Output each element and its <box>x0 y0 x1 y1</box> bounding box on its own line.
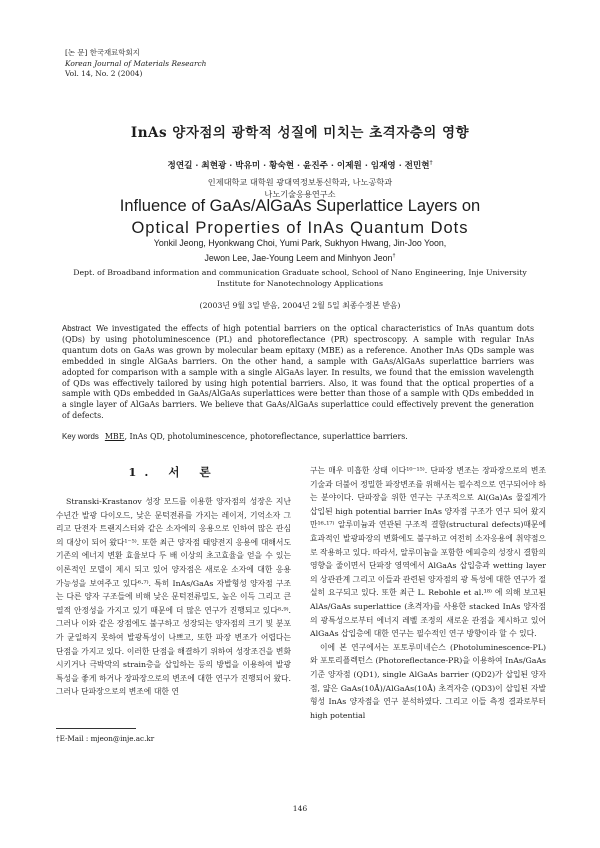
english-authors-line2-wrap <box>0 250 600 264</box>
keyword-first: MBE <box>104 432 125 441</box>
english-authors-line1: Yonkil Jeong, Hyonkwang Choi, Yumi Park, Sukhyon Hwang, Jin-Joo Yoon, <box>153 238 447 248</box>
body-paragraph-right-2: 이에 본 연구에서는 포토루미네슨스 (Photoluminescence-PL)와 포토리플렉턴스 (Photoreflectance-PR)을 이용하여 InAs/GaAs 기준 양자점 (QD1), single AlGaAs barrier (QD2)가 삽입된 양자점, 얇은 GaAs(10Å)/AlGaAs(10Å) 초격자층 (QD3)이 삽입된 자발 형성 InAs 양자점을 연구 분석하였다. 그리고 이들 측정 결과로부터 high potential <box>310 642 546 720</box>
korean-affiliation-line1: 인제대학교 대학원 광대역정보통신학과, 나노공학과 <box>207 177 393 187</box>
footnote-rule <box>56 728 136 729</box>
english-authors-line2: Jewon Lee, Jae-Young Leem and Minhyon Jeon <box>204 252 393 263</box>
journal-header-korean: [논 문] 한국재료학회지 <box>65 48 140 57</box>
korean-authors <box>0 159 600 171</box>
keywords-label: Key words <box>62 432 99 441</box>
abstract-text: We investigated the effects of high potential barriers on the optical characteristics of InAs quantum dots (QDs) by using photoluminescence (PL) and photoreflectance (PR) spectroscopy. A sample with regular InAs quantum dots on GaAs was grown by molecular beam epitaxy (MBE) as a reference. Another InAs QDs sample was embedded in single AlGaAs barriers. On the other hand, a sample with GaAs/AlGaAs superlattice barriers was adopted for comparison with a sample with a single AlGaAs layer. In results, we found that the emission wavelength of QDs was effectively tailored by using high potential barriers. Also, it was found that the optical properties of a sample with QDs embedded in GaAs/AlGaAs superlattices were better than those of a sample with QDs embedded in a single layer of AlGaAs barriers. We believe that GaAs/AlGaAs superlattice could effectively prevent the generation of defects. <box>62 324 534 421</box>
english-affiliation: Dept. of Broadband information and communication Graduate school, School of Nano Engineering, Inje University Institute for Nanotechnology Applications <box>73 268 527 288</box>
body-paragraph-right-1: 구는 매우 미흡한 상태 이다¹⁰⁻¹⁵⁾. 단파장 변조는 장파장으로의 변조기술과 더불어 정밀한 파장변조를 위해서는 필수적으로 연구되어야 하는 분야이다. 단파장을 위한 연구는 구조적으로 Al(Ga)As 물질계가 삽입된 high potential barrier InAs 양자점 구조가 연구 되어 왔지만¹⁶·¹⁷⁾ 알루미늄과 연관된 구조적 결함(structural defects)때문에 효과적인 발광파장의 변화에도 불구하고 여전히 소자응용에 취약점으로 작용하고 있다. 따라서, 알루미늄을 포함한 에피층의 성장시 결함의 영향을 줄이면서 단파장 영역에서 AlGaAs 삽입층과 wetting layer의 상관관계 그리고 이들과 관련된 양자점의 광 특성에 대한 연구가 절실히 요구되고 있다. 또한 최근 L. Rebohle et al.¹⁸⁾ 에 의해 보고된 AlAs/GaAs superlattice (초격자)를 사용한 stacked InAs 양자점의 광특성으로부터 에너지 레벨 조정의 새로운 관점을 제시하고 있어 AlGaAs 삽입층에 대한 연구는 필수적인 연구 방향이라 할 수 있다. <box>310 466 546 639</box>
section-heading-introduction: 1. 서 론 <box>128 465 219 479</box>
corresponding-author-mark: † <box>429 160 433 167</box>
korean-affiliation-line2: 나노기술응용연구소 <box>264 189 336 199</box>
english-authors <box>0 237 600 264</box>
english-title-line1: Influence of GaAs/AlGaAs Superlattice Layers on <box>119 197 481 215</box>
keywords-rest: , InAs QD, photoluminescence, photoreflectance, superlattice barriers. <box>124 432 408 441</box>
page-number: 146 <box>292 804 308 813</box>
abstract <box>62 324 534 422</box>
korean-title: InAs 양자점의 광학적 성질에 미치는 초격자층의 영향 <box>130 125 470 141</box>
received-dates: (2003년 9월 3일 받음, 2004년 2월 5일 최종수정본 받음) <box>199 301 401 310</box>
journal-header <box>65 48 206 80</box>
abstract-label: Abstract <box>62 324 91 333</box>
english-title-line2: Optical Properties of InAs Quantum Dots <box>131 219 469 237</box>
body-column-left <box>56 495 291 699</box>
keywords <box>62 432 534 443</box>
body-column-right <box>310 464 546 722</box>
korean-author-names: 정연길 · 최현광 · 박유미 · 황숙현 · 윤진주 · 이제원 · 임재영 · 전민현 <box>167 161 430 171</box>
journal-header-english: Korean Journal of Materials Research <box>65 58 207 68</box>
body-paragraph-left: Stranski-Krastanov 성장 모드를 이용한 양자점의 성장은 지난 수년간 발광 다이오드, 낮은 문턱전류를 가지는 레이저, 기억소자 그리고 단전자 트랜지스터와 같은 소자에의 응용으로 인하여 많은 관심의 대상이 되어 왔다¹⁻⁵⁾. 또한 최근 양자점 태양전지 응용에 대해서도 기존의 에너지 변환 효율보다 두 배 이상의 초고효율을 얻을 수 있는 이론적인 모델이 제시 되고 있어 양자점은 새로운 소자에 대한 응용 가능성을 보여주고 있다⁶·⁷⁾. 특히 InAs/GaAs 자발형성 양자점 구조는 다른 양자 구조들에 비해 낮은 문턱전류밀도, 높은 이득 그리고 큰 열적 안정성을 가지고 있기 때문에 더 많은 연구가 진행되고 있다⁸·⁹⁾. 그러나 이와 같은 장점에도 불구하고 성장되는 양자점의 크기 및 분포가 균일하지 못하여 발광특성이 나쁘고, 또한 파장 변조가 어렵다는 단점을 가지고 있다. 이러한 단점을 해결하기 위하여 성장조건을 변화 시키거나 극박막의 strain층을 삽입하는 등의 방법을 이용하여 발광특성을 좋게 하거나 장파장으로의 변조에 대한 연구가 진행되어 왔다. 그러나 단파장으로의 변조에 대한 연 <box>56 497 291 697</box>
journal-volume: Vol. 14, No. 2 (2004) <box>65 69 143 78</box>
english-title <box>0 195 600 239</box>
english-corresponding-mark: † <box>392 252 396 259</box>
footnote-email: †E-Mail : mjeon@inje.ac.kr <box>56 734 155 743</box>
